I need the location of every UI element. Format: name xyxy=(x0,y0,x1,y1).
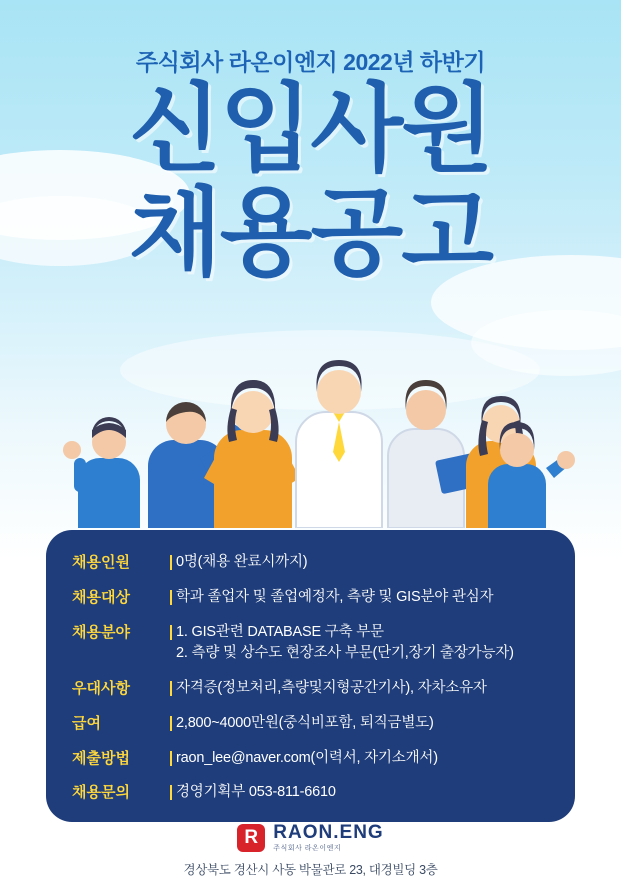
info-value: 학과 졸업자 및 졸업예정자, 측량 및 GIS분야 관심자 xyxy=(176,588,494,605)
info-value: 자격증(정보처리,측량및지형공간기사), 자차소유자 xyxy=(176,680,487,696)
headline-line-1: 신입사원 xyxy=(129,76,492,183)
info-value: 2,800~4000만원(중식비포함, 퇴직금별도) xyxy=(176,714,434,731)
info-row-salary xyxy=(72,713,549,735)
headline-line-2: 채용공고 xyxy=(129,179,492,287)
brand-lockup xyxy=(0,823,621,852)
info-row-headcount xyxy=(72,552,549,574)
info-value-line-1: 1. GIS관련 DATABASE 구축 부문 xyxy=(176,623,384,640)
poster-kicker: 주식회사 라온이엔지 2022년 하반기 xyxy=(135,49,486,75)
info-value: 0명(채용 완료시까지) xyxy=(176,554,308,570)
info-row-field xyxy=(72,622,549,666)
info-value-line-2: 2. 측량 및 상수도 현장조사 부문(단기,장기 출장가능자) xyxy=(176,645,514,662)
info-label: 급여 xyxy=(72,713,176,735)
info-label: 채용인원 xyxy=(72,552,176,574)
people-illustration xyxy=(0,338,621,528)
brand-name: RAON.ENG xyxy=(273,822,384,843)
info-row-contact xyxy=(72,782,549,804)
poster-footer xyxy=(0,823,621,878)
info-label: 채용분야 xyxy=(72,622,176,644)
info-row-preference xyxy=(72,678,549,700)
info-row-target xyxy=(72,587,549,609)
brand-text xyxy=(273,823,383,852)
info-label: 채용대상 xyxy=(72,587,176,609)
info-row-submission xyxy=(72,748,549,770)
brand-subtitle: 주식회사 라온이엔지 xyxy=(273,845,342,852)
info-value: 경영기획부 053-811-6610 xyxy=(176,784,336,801)
raon-logo-icon: R xyxy=(237,824,265,852)
info-label: 채용문의 xyxy=(72,782,176,804)
info-label: 우대사항 xyxy=(72,678,176,700)
info-label: 제출방법 xyxy=(72,748,176,770)
info-value xyxy=(176,622,514,666)
info-card xyxy=(46,530,575,822)
company-address: 경상북도 경산시 사동 박물관로 23, 대경빌딩 3층 xyxy=(183,863,438,877)
info-value: raon_lee@naver.com(이력서, 자기소개서) xyxy=(176,749,438,766)
page-title xyxy=(0,78,621,285)
